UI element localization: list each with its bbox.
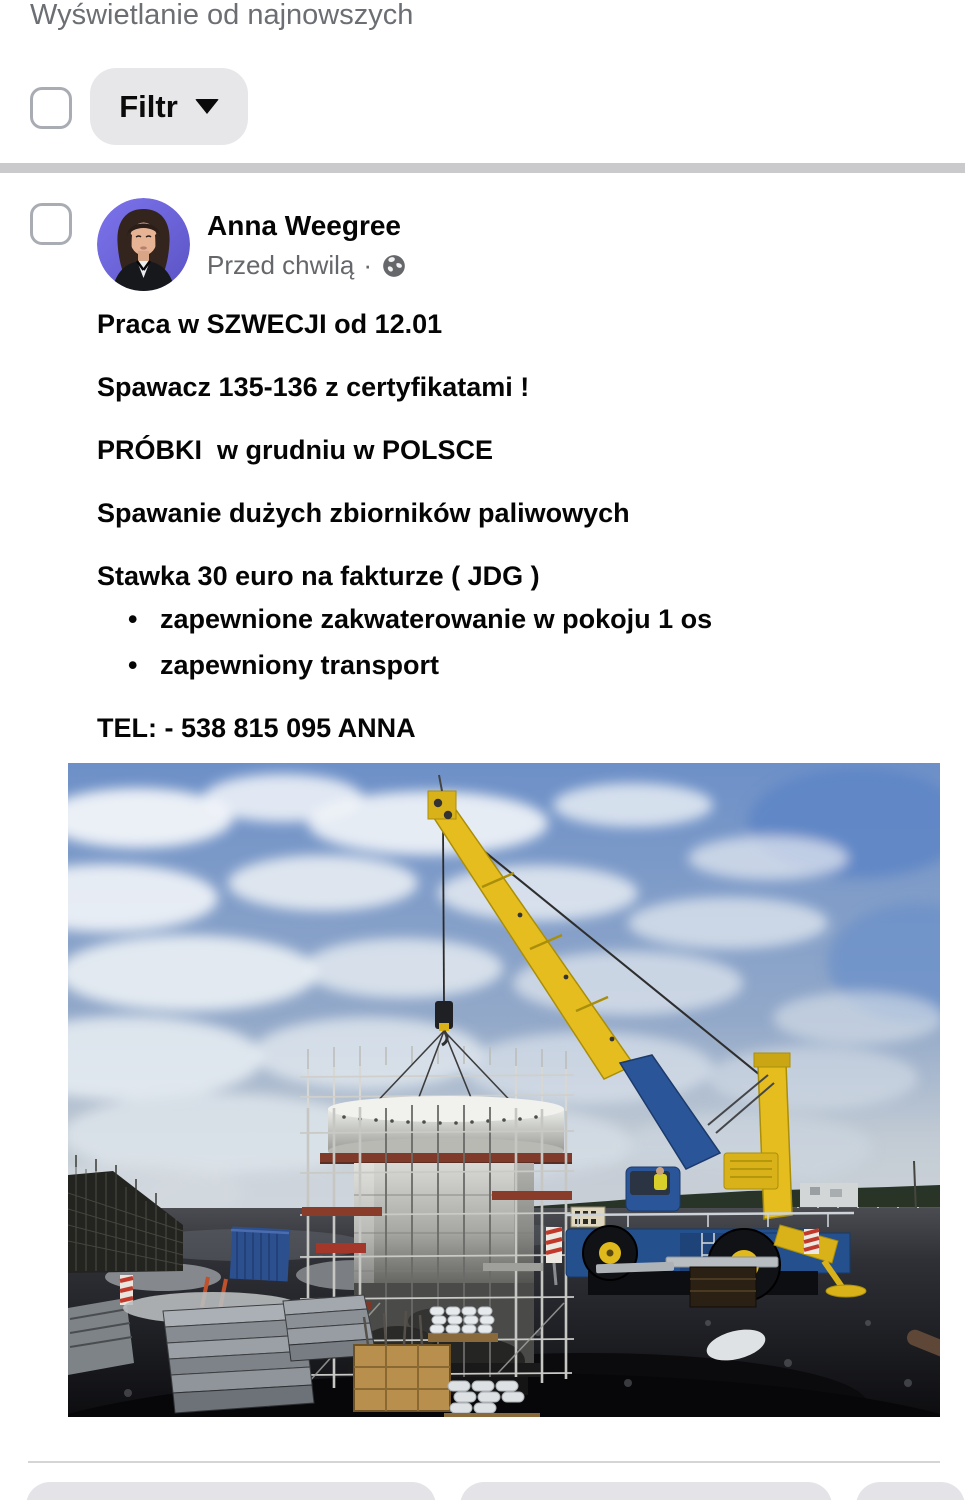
post-select-checkbox[interactable] bbox=[30, 203, 72, 245]
post-text bbox=[97, 307, 917, 622]
post-photo[interactable] bbox=[68, 763, 940, 1417]
post-line: Spawanie dużych zbiorników paliwowych bbox=[97, 498, 630, 528]
blue-container bbox=[230, 1227, 291, 1282]
action-pill-2[interactable] bbox=[460, 1482, 832, 1500]
timber-cribbing bbox=[690, 1267, 756, 1307]
post-line: PRÓBKI w grudniu w POLSCE bbox=[97, 435, 494, 465]
counterweight bbox=[724, 1153, 778, 1189]
post-line: Stawka 30 euro na fakturze ( JDG ) bbox=[97, 561, 540, 591]
author-name[interactable]: Anna Weegree bbox=[207, 210, 401, 241]
operator bbox=[654, 1174, 667, 1190]
phone-line: TEL: - 538 815 095 ANNA bbox=[97, 713, 416, 743]
stowed-jib bbox=[758, 1063, 792, 1219]
filter-button-label: Filtr bbox=[119, 88, 178, 124]
select-all-checkbox[interactable] bbox=[30, 87, 72, 129]
globe-icon bbox=[381, 253, 407, 279]
bullet-list bbox=[128, 602, 712, 694]
bullet-item: • zapewniony transport bbox=[128, 650, 440, 680]
avatar[interactable] bbox=[97, 198, 190, 291]
distant-blocks bbox=[800, 1183, 858, 1209]
sort-order-label: Wyświetlanie od najnowszych bbox=[30, 0, 414, 31]
action-pill-3[interactable] bbox=[856, 1482, 965, 1500]
construction-photo-illustration bbox=[68, 763, 940, 1417]
filter-button[interactable] bbox=[90, 68, 248, 145]
section-divider bbox=[0, 163, 965, 173]
post-timestamp: Przed chwilą bbox=[207, 250, 355, 280]
post-footer-divider bbox=[28, 1461, 940, 1463]
post-line: Spawacz 135-136 z certyfikatami ! bbox=[97, 372, 530, 402]
walkway-plank bbox=[666, 1257, 778, 1267]
avatar-photo bbox=[97, 198, 190, 291]
post-line: Praca w SZWECJI od 12.01 bbox=[97, 309, 443, 339]
chevron-down-icon bbox=[195, 99, 219, 114]
bullet-item: • zapewnione zakwaterowanie w pokoju 1 os bbox=[128, 604, 713, 634]
meta-separator: · bbox=[363, 250, 373, 280]
post-meta bbox=[207, 250, 407, 281]
action-pill-1[interactable] bbox=[26, 1482, 436, 1500]
